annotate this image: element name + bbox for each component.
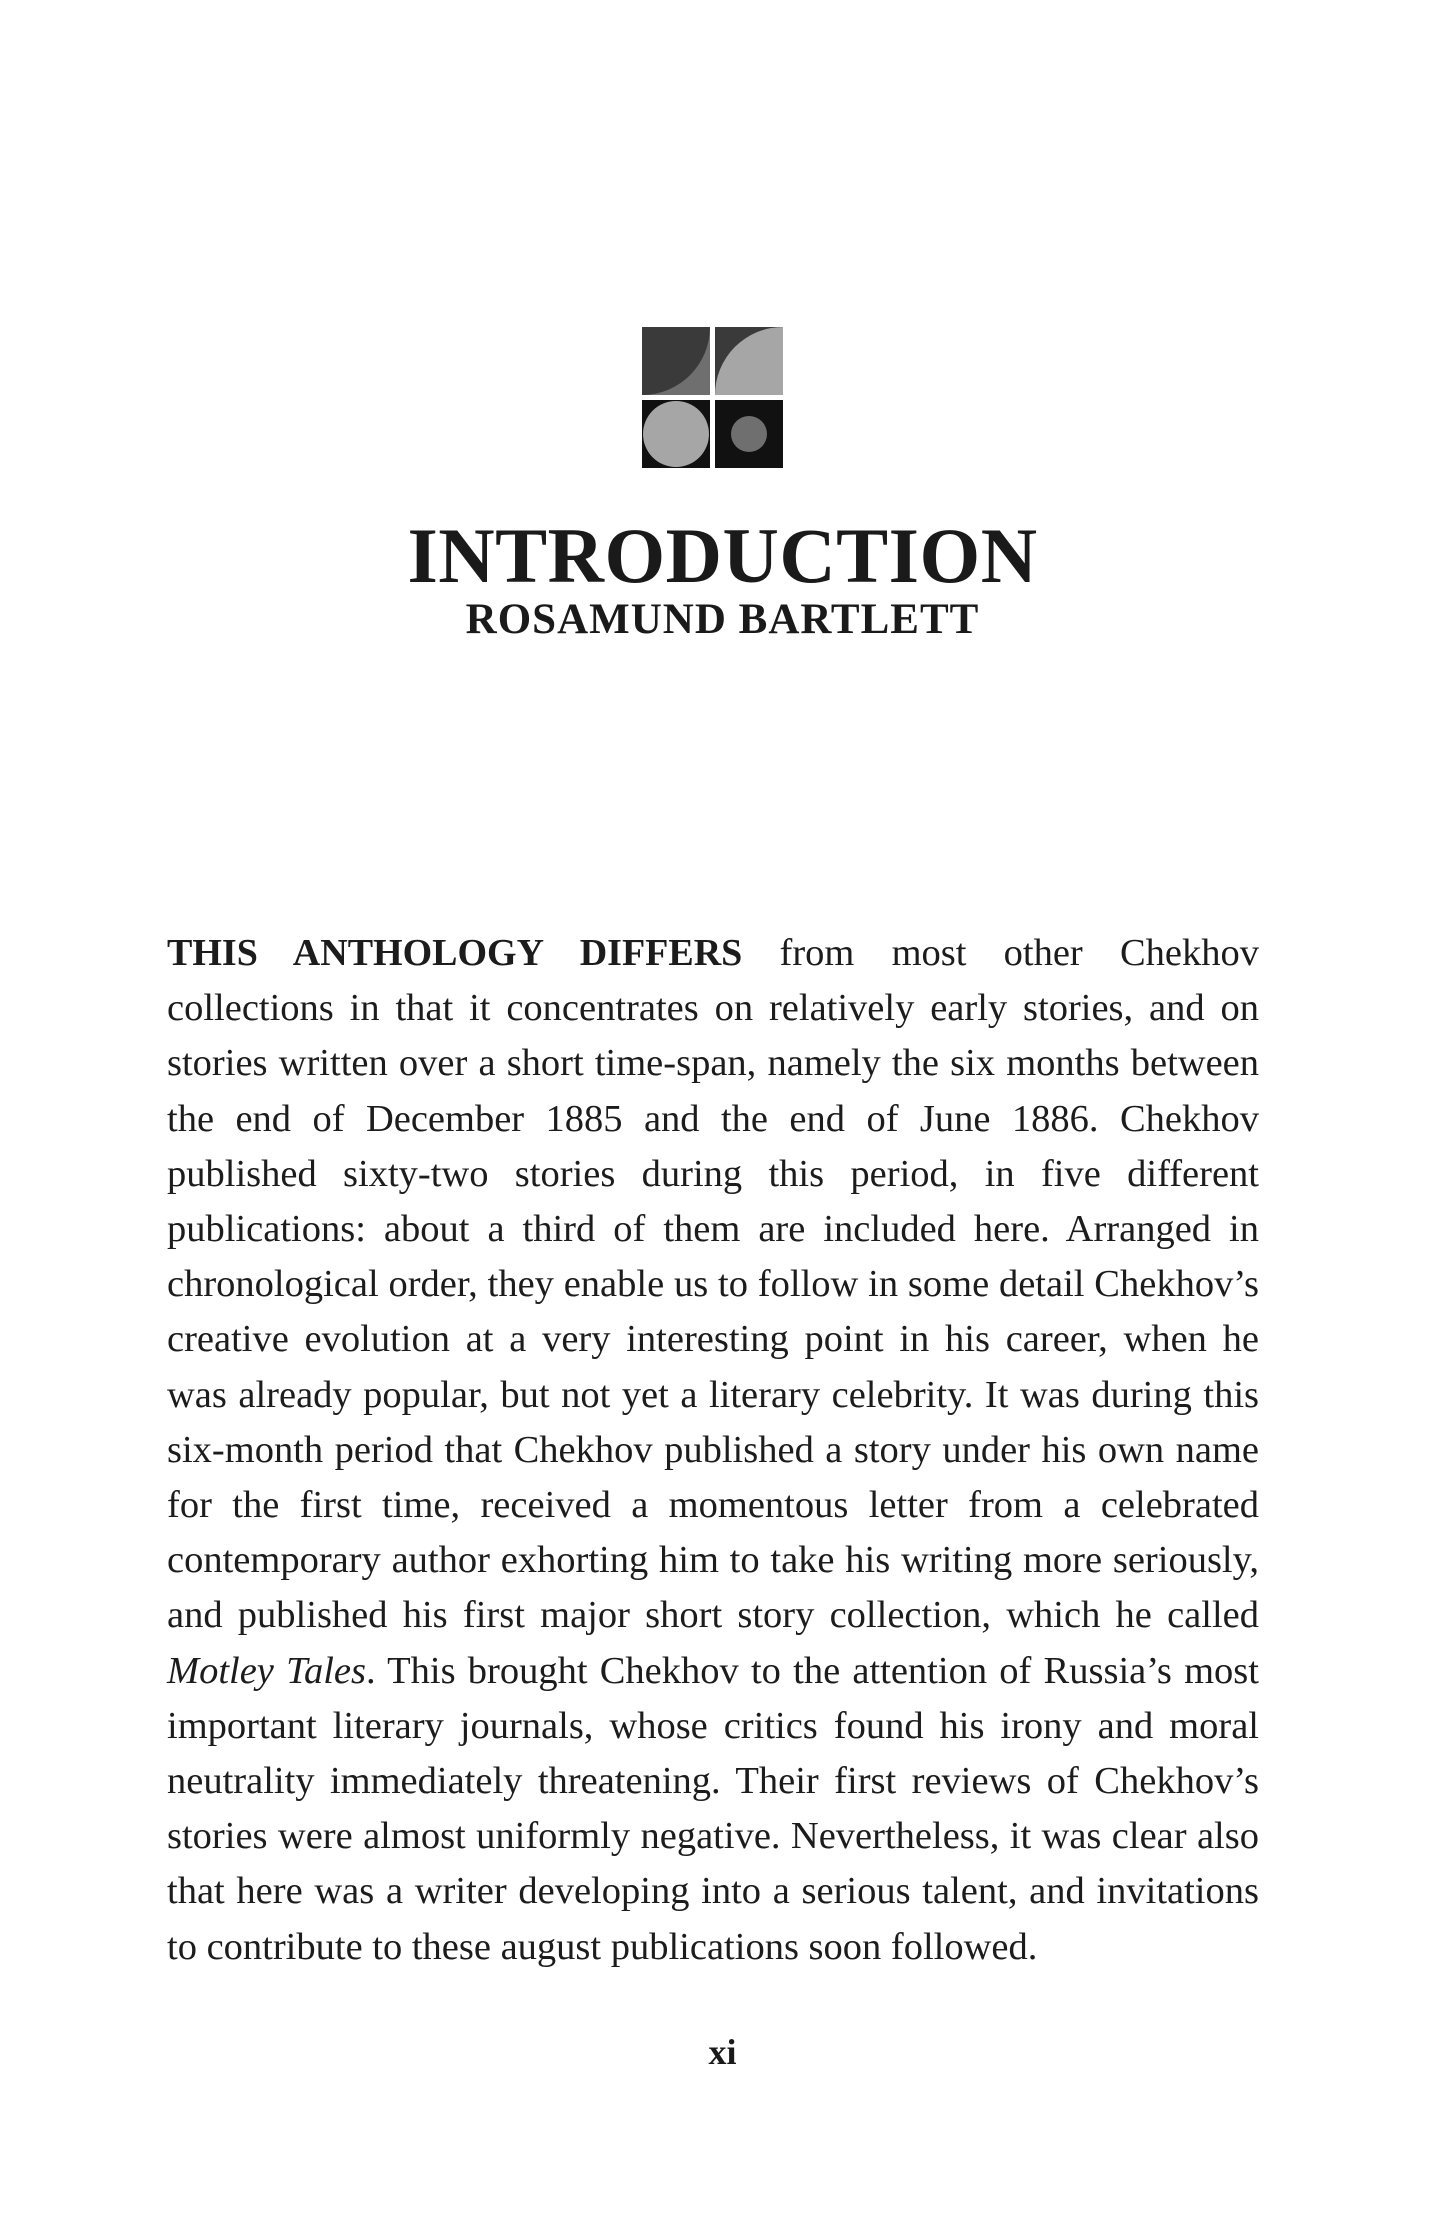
ornament-circle-bottom-left xyxy=(643,401,709,467)
lead-in-caps: THIS ANTHOLOGY DIFFERS xyxy=(167,932,743,974)
body-paragraph xyxy=(167,926,1259,1975)
ornament-circle-bottom-right xyxy=(731,416,767,452)
paragraph-text-part-1: from most other Chekhov collections in that it concentrates on relatively early stories, and on stories written over a short time-span, namely the six months between the end of December 1885 and the end of June 1886. Chekhov published sixty-two stories during this period, in five different publications: about a third of them are included here. Arranged in chronological order, they enable us to follow in some detail Chekhov’s creative evolution at a very interesting point in his career, when he was already popular, but not yet a literary celebrity. It was during this six-month period that Chekhov published a story under his own name for the first time, received a momentous letter from a celebrated contemporary author exhorting him to take his writing more seriously, and published his first major short story collection, which he called xyxy=(167,932,1259,1637)
introduction-body xyxy=(167,926,1259,1975)
page-title: INTRODUCTION xyxy=(407,512,1038,599)
page-number: xi xyxy=(708,2032,737,2072)
author-name: ROSAMUND BARTLETT xyxy=(465,596,980,643)
quarter-circle-tile-ornament-icon xyxy=(642,327,783,468)
paragraph-text-part-2: . This brought Chekhov to the attention of Russia’s most important literary journals, whose critics found his irony and moral neutrality immediately threatening. Their first reviews of Chekhov’s stories were almost uniformly negative. Nevertheless, it was clear also that here was a writer developing into a serious talent, and invitations to contribute to these august publications soon followed. xyxy=(167,1649,1259,1968)
book-title-italic: Motley Tales xyxy=(167,1649,366,1692)
